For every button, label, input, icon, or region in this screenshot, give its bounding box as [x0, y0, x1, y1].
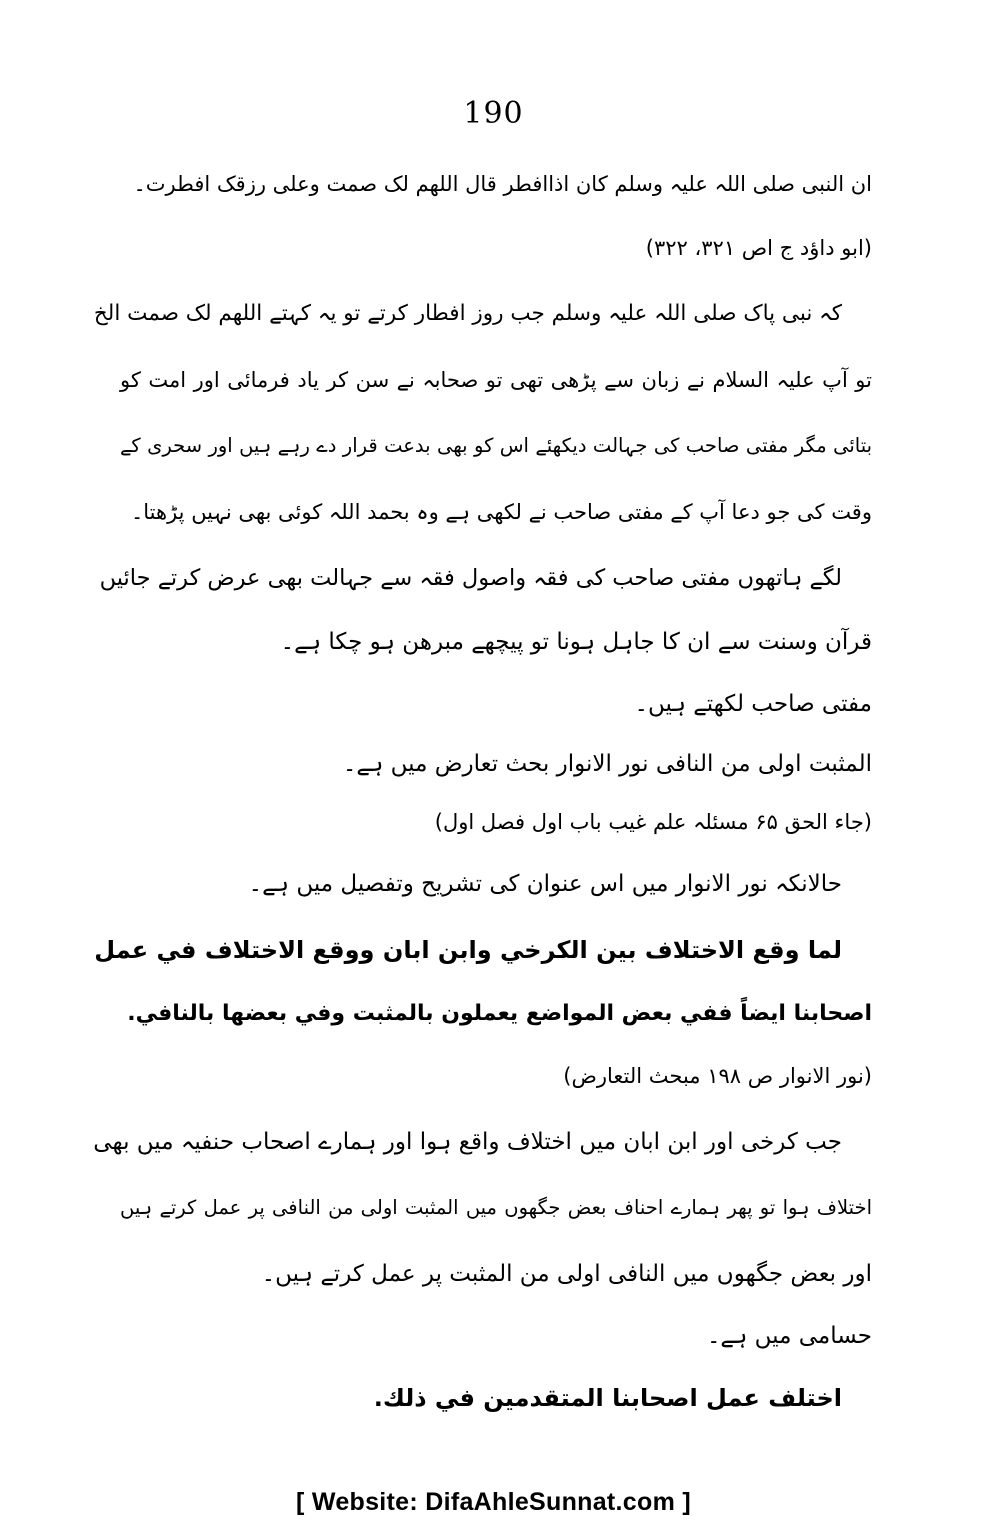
text-line-13: حسامی میں ہے۔ [706, 1323, 872, 1349]
text-line-4: وقت کی جو دعا آپ کے مفتی صاحب نے لکھی ہے وہ بحمد اللہ کوئی بھی نہیں پڑھتا۔ [130, 500, 872, 524]
text-line-2: تو آپ علیہ السلام نے زبان سے پڑھی تھی تو صحابہ نے سن کر یاد فرمائی اور امت کو [120, 368, 872, 392]
text-line-8: المثبت اولی من النافی نور الانوار بحث تعارض میں ہے۔ [342, 751, 872, 777]
hadith-arabic-line: ان النبی صلی اللہ علیہ وسلم کان اذاافطر قال اللھم لک صمت وعلی رزقک افطرت۔ [133, 172, 872, 196]
reference-abu-dawood: (ابو داؤد ج اص ۳۲۱، ۳۲۲) [645, 236, 872, 260]
website-footer: [ Website: DifaAhleSunnat.com ] [296, 1488, 691, 1516]
arabic-quote-line-3: اختلف عمل اصحابنا المتقدمين في ذلك. [373, 1384, 842, 1412]
text-line-12: اور بعض جگھوں میں النافی اولی من المثبت پر عمل کرتے ہیں۔ [261, 1261, 872, 1287]
text-line-6: قرآن وسنت سے ان کا جاہل ہونا تو پیچھے مبرھن ہو چکا ہے۔ [280, 629, 872, 655]
text-line-5: لگے ہاتھوں مفتی صاحب کی فقہ واصول فقہ سے جہالت بھی عرض کرتے جائیں [99, 565, 842, 591]
text-line-3: بتائی مگر مفتی صاحب کی جہالت دیکھئے اس کو بھی بدعت قرار دے رہے ہیں اور سحری کے [120, 434, 872, 457]
text-line-1: کہ نبی پاک صلی اللہ علیہ وسلم جب روز افطار کرتے تو یہ کہتے اللھم لک صمت الخ [93, 301, 842, 326]
reference-ja-al-haq: (جاء الحق ۶۵ مسئلہ علم غیب باب اول فصل اول) [434, 810, 872, 834]
text-line-9: حالانکہ نور الانوار میں اس عنوان کی تشریح وتفصیل میں ہے۔ [248, 871, 842, 897]
arabic-quote-line-2: اصحابنا ايضاً ففي بعض المواضع يعملون بالمثبت وفي بعضها بالنافي. [127, 1001, 872, 1026]
text-line-10: جب کرخی اور ابن ابان میں اختلاف واقع ہوا اور ہمارے اصحاب حنفیہ میں بھی [93, 1129, 842, 1155]
text-line-7: مفتی صاحب لکھتے ہیں۔ [634, 691, 872, 717]
text-line-11: اختلاف ہوا تو پھر ہمارے احناف بعض جگھوں میں المثبت اولی من النافی پر عمل کرتے ہیں [120, 1196, 872, 1219]
page-number: 190 [463, 96, 524, 131]
arabic-quote-line-1: لما وقع الاختلاف بين الكرخي وابن ابان ووقع الاختلاف في عمل [94, 936, 842, 964]
reference-noor-al-anwar: (نور الانوار ص ۱۹۸ مبحث التعارض) [563, 1064, 872, 1088]
